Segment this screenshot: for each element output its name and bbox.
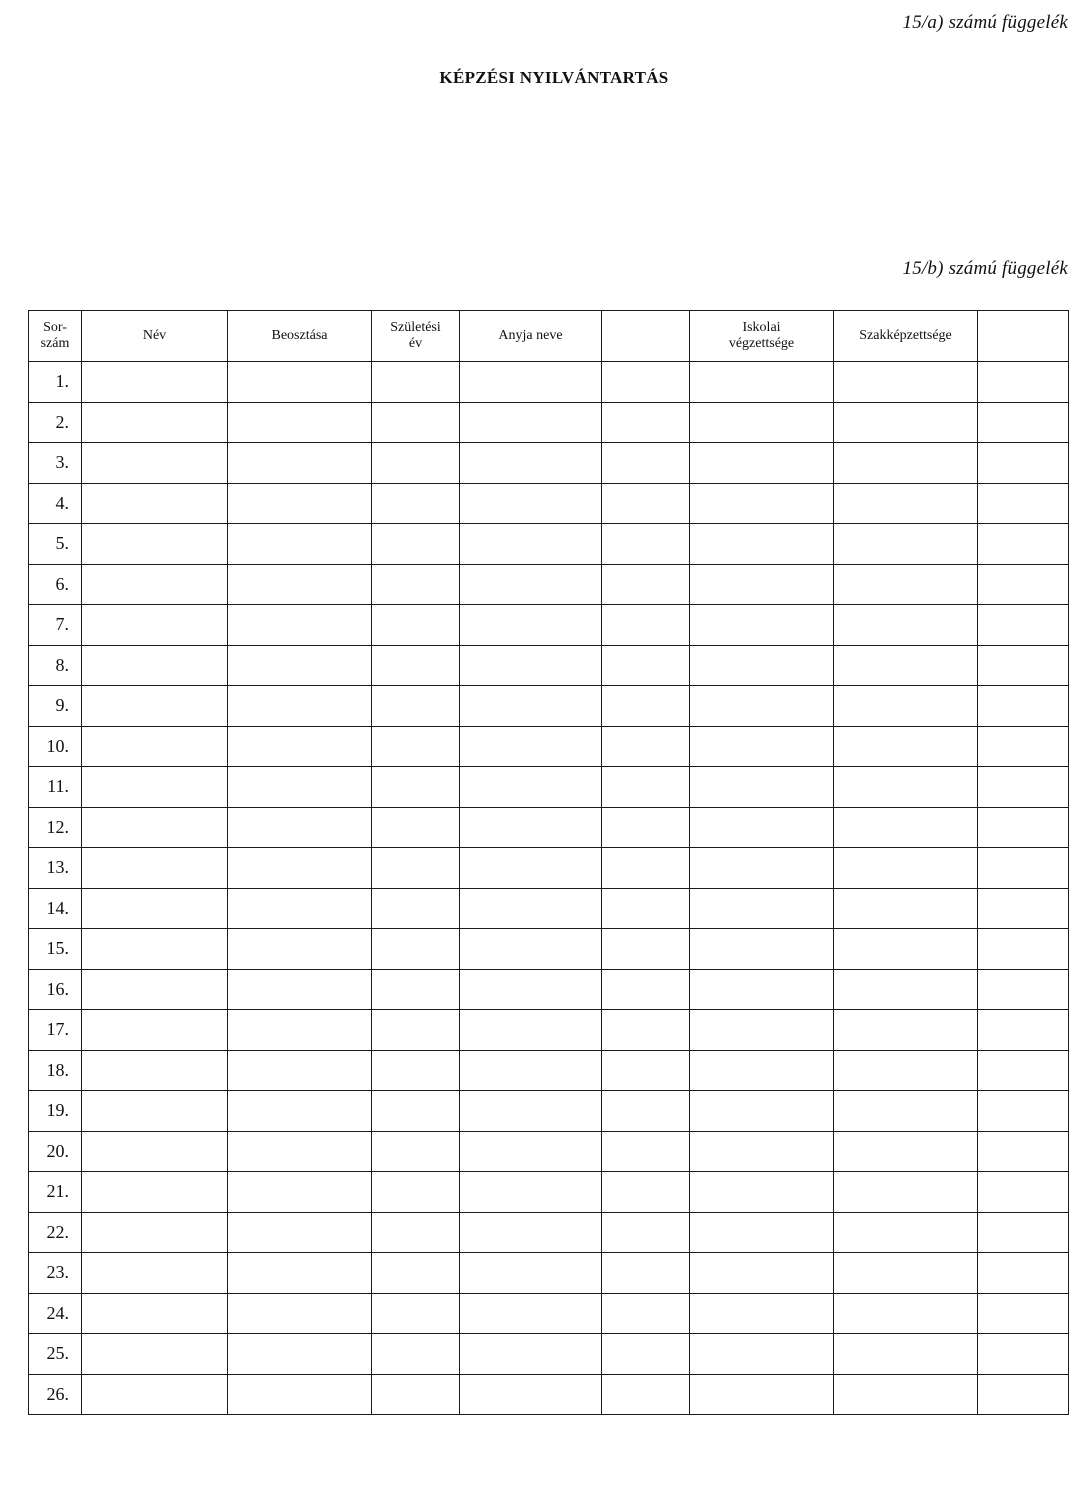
header-birth-year — [372, 311, 460, 362]
table-cell[interactable] — [602, 524, 690, 565]
table-cell[interactable] — [978, 524, 1069, 565]
table-cell[interactable] — [82, 1293, 228, 1334]
table-cell[interactable] — [690, 483, 834, 524]
table-row — [29, 443, 1069, 484]
table-cell[interactable] — [228, 686, 372, 727]
table-cell[interactable] — [228, 362, 372, 403]
table-row — [29, 1374, 1069, 1415]
table-cell[interactable] — [978, 1253, 1069, 1294]
table-cell[interactable] — [82, 1334, 228, 1375]
table-cell[interactable] — [82, 605, 228, 646]
table-cell[interactable] — [460, 1293, 602, 1334]
training-register-table — [28, 310, 1069, 1415]
table-cell[interactable] — [978, 402, 1069, 443]
table-cell[interactable] — [978, 564, 1069, 605]
table-cell[interactable] — [978, 1374, 1069, 1415]
table-cell[interactable] — [602, 402, 690, 443]
table-row — [29, 848, 1069, 889]
table-cell[interactable] — [372, 686, 460, 727]
table-cell[interactable] — [372, 1010, 460, 1051]
table-cell[interactable] — [834, 605, 978, 646]
table-cell[interactable] — [460, 443, 602, 484]
table-row — [29, 807, 1069, 848]
table-cell[interactable] — [978, 929, 1069, 970]
row-number: 26. — [29, 1374, 82, 1415]
table-cell[interactable] — [690, 969, 834, 1010]
table-cell[interactable] — [460, 524, 602, 565]
table-cell[interactable] — [834, 443, 978, 484]
table-cell[interactable] — [228, 605, 372, 646]
table-cell[interactable] — [834, 888, 978, 929]
table-cell[interactable] — [82, 645, 228, 686]
table-row — [29, 888, 1069, 929]
row-number: 7. — [29, 605, 82, 646]
header-blank-1 — [602, 311, 690, 362]
table-cell[interactable] — [834, 1010, 978, 1051]
table-cell[interactable] — [834, 362, 978, 403]
table-cell[interactable] — [602, 605, 690, 646]
table-row — [29, 1172, 1069, 1213]
table-cell[interactable] — [690, 1131, 834, 1172]
table-row — [29, 605, 1069, 646]
table-cell[interactable] — [690, 767, 834, 808]
table-cell[interactable] — [690, 1010, 834, 1051]
table-cell[interactable] — [228, 564, 372, 605]
table-cell[interactable] — [690, 1374, 834, 1415]
table-cell[interactable] — [82, 1212, 228, 1253]
table-cell[interactable] — [372, 929, 460, 970]
table-cell[interactable] — [228, 767, 372, 808]
table-cell[interactable] — [978, 848, 1069, 889]
table-cell[interactable] — [82, 483, 228, 524]
table-cell[interactable] — [372, 402, 460, 443]
table-cell[interactable] — [978, 362, 1069, 403]
table-cell[interactable] — [460, 1212, 602, 1253]
row-number: 4. — [29, 483, 82, 524]
table-cell[interactable] — [978, 807, 1069, 848]
table-cell[interactable] — [690, 605, 834, 646]
table-cell[interactable] — [228, 969, 372, 1010]
table-cell[interactable] — [602, 1172, 690, 1213]
table-cell[interactable] — [978, 1212, 1069, 1253]
row-number: 10. — [29, 726, 82, 767]
table-row — [29, 524, 1069, 565]
table-cell[interactable] — [82, 969, 228, 1010]
table-cell[interactable] — [228, 483, 372, 524]
table-cell[interactable] — [690, 888, 834, 929]
table-cell[interactable] — [834, 1050, 978, 1091]
table-cell[interactable] — [228, 524, 372, 565]
table-cell[interactable] — [460, 848, 602, 889]
table-cell[interactable] — [602, 686, 690, 727]
table-cell[interactable] — [460, 1334, 602, 1375]
table-row — [29, 1212, 1069, 1253]
table-row — [29, 1293, 1069, 1334]
table-cell[interactable] — [602, 645, 690, 686]
table-cell[interactable] — [602, 888, 690, 929]
table-cell[interactable] — [602, 443, 690, 484]
row-number: 14. — [29, 888, 82, 929]
table-cell[interactable] — [460, 1253, 602, 1294]
table-cell[interactable] — [460, 888, 602, 929]
table-cell[interactable] — [460, 1131, 602, 1172]
row-number: 8. — [29, 645, 82, 686]
row-number: 16. — [29, 969, 82, 1010]
row-number: 5. — [29, 524, 82, 565]
table-cell[interactable] — [834, 969, 978, 1010]
header-name — [82, 311, 228, 362]
table-cell[interactable] — [82, 1050, 228, 1091]
table-cell[interactable] — [228, 726, 372, 767]
header-mother-name — [460, 311, 602, 362]
table-cell[interactable] — [690, 1253, 834, 1294]
table-cell[interactable] — [978, 483, 1069, 524]
row-number: 3. — [29, 443, 82, 484]
table-cell[interactable] — [228, 1293, 372, 1334]
row-number: 20. — [29, 1131, 82, 1172]
table-cell[interactable] — [602, 767, 690, 808]
table-cell[interactable] — [372, 524, 460, 565]
table-cell[interactable] — [372, 807, 460, 848]
table-row — [29, 483, 1069, 524]
table-cell[interactable] — [978, 443, 1069, 484]
table-row — [29, 929, 1069, 970]
table-cell[interactable] — [460, 1050, 602, 1091]
table-row — [29, 362, 1069, 403]
table-cell[interactable] — [228, 1253, 372, 1294]
table-cell[interactable] — [690, 362, 834, 403]
table-cell[interactable] — [834, 483, 978, 524]
table-cell[interactable] — [978, 1050, 1069, 1091]
table-cell[interactable] — [690, 1334, 834, 1375]
table-cell[interactable] — [82, 1131, 228, 1172]
table-cell[interactable] — [372, 1253, 460, 1294]
table-cell[interactable] — [602, 1293, 690, 1334]
table-cell[interactable] — [690, 1293, 834, 1334]
header-qualification-label: Szakképzettsége — [859, 328, 952, 343]
table-cell[interactable] — [834, 1374, 978, 1415]
table-cell[interactable] — [602, 564, 690, 605]
table-cell[interactable] — [834, 1334, 978, 1375]
table-cell[interactable] — [82, 1172, 228, 1213]
table-header-row — [29, 311, 1069, 362]
table-cell[interactable] — [228, 443, 372, 484]
table-cell[interactable] — [460, 1010, 602, 1051]
table-cell[interactable] — [602, 362, 690, 403]
table-cell[interactable] — [834, 402, 978, 443]
table-cell[interactable] — [690, 443, 834, 484]
table-cell[interactable] — [82, 1010, 228, 1051]
table-cell[interactable] — [602, 483, 690, 524]
table-row — [29, 1131, 1069, 1172]
table-row — [29, 1091, 1069, 1132]
table-cell[interactable] — [460, 645, 602, 686]
table-cell[interactable] — [228, 1091, 372, 1132]
header-qualification — [834, 311, 978, 362]
table-cell[interactable] — [460, 483, 602, 524]
appendix-b-label: 15/b) számú függelék — [902, 258, 1068, 279]
table-cell[interactable] — [834, 1172, 978, 1213]
row-number: 9. — [29, 686, 82, 727]
table-cell[interactable] — [834, 726, 978, 767]
table-cell[interactable] — [602, 807, 690, 848]
table-cell[interactable] — [460, 1091, 602, 1132]
table-cell[interactable] — [372, 726, 460, 767]
header-name-label: Név — [142, 328, 167, 343]
row-number: 13. — [29, 848, 82, 889]
header-serial-number-label: Sor- szám — [40, 320, 70, 351]
row-number: 17. — [29, 1010, 82, 1051]
table-cell[interactable] — [82, 767, 228, 808]
row-number: 2. — [29, 402, 82, 443]
table-cell[interactable] — [978, 888, 1069, 929]
table-cell[interactable] — [602, 1334, 690, 1375]
table-cell[interactable] — [460, 969, 602, 1010]
table-cell[interactable] — [228, 402, 372, 443]
row-number: 21. — [29, 1172, 82, 1213]
table-cell[interactable] — [372, 1374, 460, 1415]
table-cell[interactable] — [690, 929, 834, 970]
table-cell[interactable] — [82, 564, 228, 605]
table-cell[interactable] — [690, 564, 834, 605]
table-cell[interactable] — [602, 726, 690, 767]
table-cell[interactable] — [602, 1212, 690, 1253]
table-row — [29, 767, 1069, 808]
table-cell[interactable] — [82, 929, 228, 970]
table-cell[interactable] — [228, 1010, 372, 1051]
header-blank-2 — [978, 311, 1069, 362]
table-cell[interactable] — [602, 929, 690, 970]
table-cell[interactable] — [834, 929, 978, 970]
table-cell[interactable] — [372, 969, 460, 1010]
header-mother-name-label: Anyja neve — [498, 328, 563, 343]
table-body — [29, 362, 1069, 1415]
table-cell[interactable] — [82, 362, 228, 403]
table-cell[interactable] — [978, 1172, 1069, 1213]
table-cell[interactable] — [228, 1374, 372, 1415]
table-cell[interactable] — [978, 1010, 1069, 1051]
header-birth-year-label: Születési év — [390, 320, 441, 351]
table-row — [29, 402, 1069, 443]
table-cell[interactable] — [228, 1172, 372, 1213]
table-cell[interactable] — [460, 929, 602, 970]
header-position-label: Beosztása — [271, 328, 328, 343]
table-row — [29, 564, 1069, 605]
table-cell[interactable] — [82, 807, 228, 848]
table-cell[interactable] — [460, 605, 602, 646]
table-cell[interactable] — [834, 686, 978, 727]
table-cell[interactable] — [228, 1050, 372, 1091]
table-row — [29, 1253, 1069, 1294]
table-cell[interactable] — [690, 1050, 834, 1091]
table-cell[interactable] — [460, 362, 602, 403]
table-cell[interactable] — [372, 1334, 460, 1375]
table-cell[interactable] — [690, 1091, 834, 1132]
row-number: 23. — [29, 1253, 82, 1294]
table-cell[interactable] — [372, 1293, 460, 1334]
table-row — [29, 969, 1069, 1010]
row-number: 12. — [29, 807, 82, 848]
table-cell[interactable] — [82, 402, 228, 443]
row-number: 18. — [29, 1050, 82, 1091]
table-cell[interactable] — [978, 767, 1069, 808]
table-cell[interactable] — [228, 1334, 372, 1375]
table-cell[interactable] — [372, 1172, 460, 1213]
table-cell[interactable] — [978, 686, 1069, 727]
table-cell[interactable] — [460, 686, 602, 727]
row-number: 1. — [29, 362, 82, 403]
table-cell[interactable] — [372, 362, 460, 403]
table-cell[interactable] — [978, 1091, 1069, 1132]
table-cell[interactable] — [82, 848, 228, 889]
table-cell[interactable] — [228, 1131, 372, 1172]
table-cell[interactable] — [82, 726, 228, 767]
table-cell[interactable] — [834, 645, 978, 686]
table-cell[interactable] — [602, 1131, 690, 1172]
table-cell[interactable] — [228, 929, 372, 970]
table-cell[interactable] — [228, 1212, 372, 1253]
table-cell[interactable] — [460, 726, 602, 767]
table-row — [29, 1010, 1069, 1051]
appendix-a-label: 15/a) számú függelék — [902, 12, 1068, 33]
table-cell[interactable] — [690, 402, 834, 443]
table-cell[interactable] — [978, 1334, 1069, 1375]
row-number: 11. — [29, 767, 82, 808]
row-number: 24. — [29, 1293, 82, 1334]
table-cell[interactable] — [978, 1131, 1069, 1172]
table-cell[interactable] — [602, 1374, 690, 1415]
row-number: 25. — [29, 1334, 82, 1375]
table-cell[interactable] — [602, 1253, 690, 1294]
table-cell[interactable] — [690, 524, 834, 565]
table-cell[interactable] — [460, 1374, 602, 1415]
table-cell[interactable] — [690, 686, 834, 727]
header-position — [228, 311, 372, 362]
table-cell[interactable] — [690, 726, 834, 767]
table-cell[interactable] — [372, 888, 460, 929]
table-cell[interactable] — [82, 1374, 228, 1415]
table-cell[interactable] — [460, 1172, 602, 1213]
table-cell[interactable] — [372, 848, 460, 889]
table-cell[interactable] — [372, 645, 460, 686]
header-education — [690, 311, 834, 362]
table-cell[interactable] — [834, 1212, 978, 1253]
table-cell[interactable] — [82, 1253, 228, 1294]
table-cell[interactable] — [460, 807, 602, 848]
table-cell[interactable] — [690, 645, 834, 686]
table-cell[interactable] — [978, 645, 1069, 686]
table-cell[interactable] — [372, 1212, 460, 1253]
table-cell[interactable] — [834, 1091, 978, 1132]
table-cell[interactable] — [602, 969, 690, 1010]
table-row — [29, 1050, 1069, 1091]
row-number: 15. — [29, 929, 82, 970]
table-cell[interactable] — [834, 564, 978, 605]
table-cell[interactable] — [602, 1050, 690, 1091]
table-cell[interactable] — [978, 1293, 1069, 1334]
table-cell[interactable] — [228, 888, 372, 929]
table-row — [29, 686, 1069, 727]
table-cell[interactable] — [372, 767, 460, 808]
table-cell[interactable] — [978, 969, 1069, 1010]
table-cell[interactable] — [834, 524, 978, 565]
table-cell[interactable] — [602, 1010, 690, 1051]
table-cell[interactable] — [978, 726, 1069, 767]
table-cell[interactable] — [834, 1131, 978, 1172]
table-cell[interactable] — [372, 483, 460, 524]
table-cell[interactable] — [460, 767, 602, 808]
table-cell[interactable] — [82, 1091, 228, 1132]
row-number: 6. — [29, 564, 82, 605]
table-cell[interactable] — [372, 1131, 460, 1172]
row-number: 19. — [29, 1091, 82, 1132]
table-cell[interactable] — [228, 807, 372, 848]
table-cell[interactable] — [372, 1050, 460, 1091]
table-cell[interactable] — [82, 888, 228, 929]
table-cell[interactable] — [82, 524, 228, 565]
header-education-label: Iskolai végzettsége — [728, 320, 795, 351]
table-cell[interactable] — [834, 848, 978, 889]
table-cell[interactable] — [372, 564, 460, 605]
table-cell[interactable] — [460, 402, 602, 443]
table-cell[interactable] — [834, 807, 978, 848]
table-cell[interactable] — [372, 443, 460, 484]
table-cell[interactable] — [228, 848, 372, 889]
table-cell[interactable] — [372, 1091, 460, 1132]
table-cell[interactable] — [460, 564, 602, 605]
table-cell[interactable] — [602, 848, 690, 889]
table-cell[interactable] — [834, 767, 978, 808]
table-row — [29, 726, 1069, 767]
table-cell[interactable] — [228, 645, 372, 686]
table-cell[interactable] — [834, 1253, 978, 1294]
table-cell[interactable] — [834, 1293, 978, 1334]
table-cell[interactable] — [602, 1091, 690, 1132]
table-cell[interactable] — [690, 848, 834, 889]
table-cell[interactable] — [978, 605, 1069, 646]
table-cell[interactable] — [690, 1172, 834, 1213]
table-cell[interactable] — [82, 443, 228, 484]
table-cell[interactable] — [690, 1212, 834, 1253]
header-serial-number — [29, 311, 82, 362]
row-number: 22. — [29, 1212, 82, 1253]
table-cell[interactable] — [372, 605, 460, 646]
table-row — [29, 645, 1069, 686]
document-title: KÉPZÉSI NYILVÁNTARTÁS — [439, 68, 669, 87]
table-row — [29, 1334, 1069, 1375]
table-cell[interactable] — [690, 807, 834, 848]
table-cell[interactable] — [82, 686, 228, 727]
